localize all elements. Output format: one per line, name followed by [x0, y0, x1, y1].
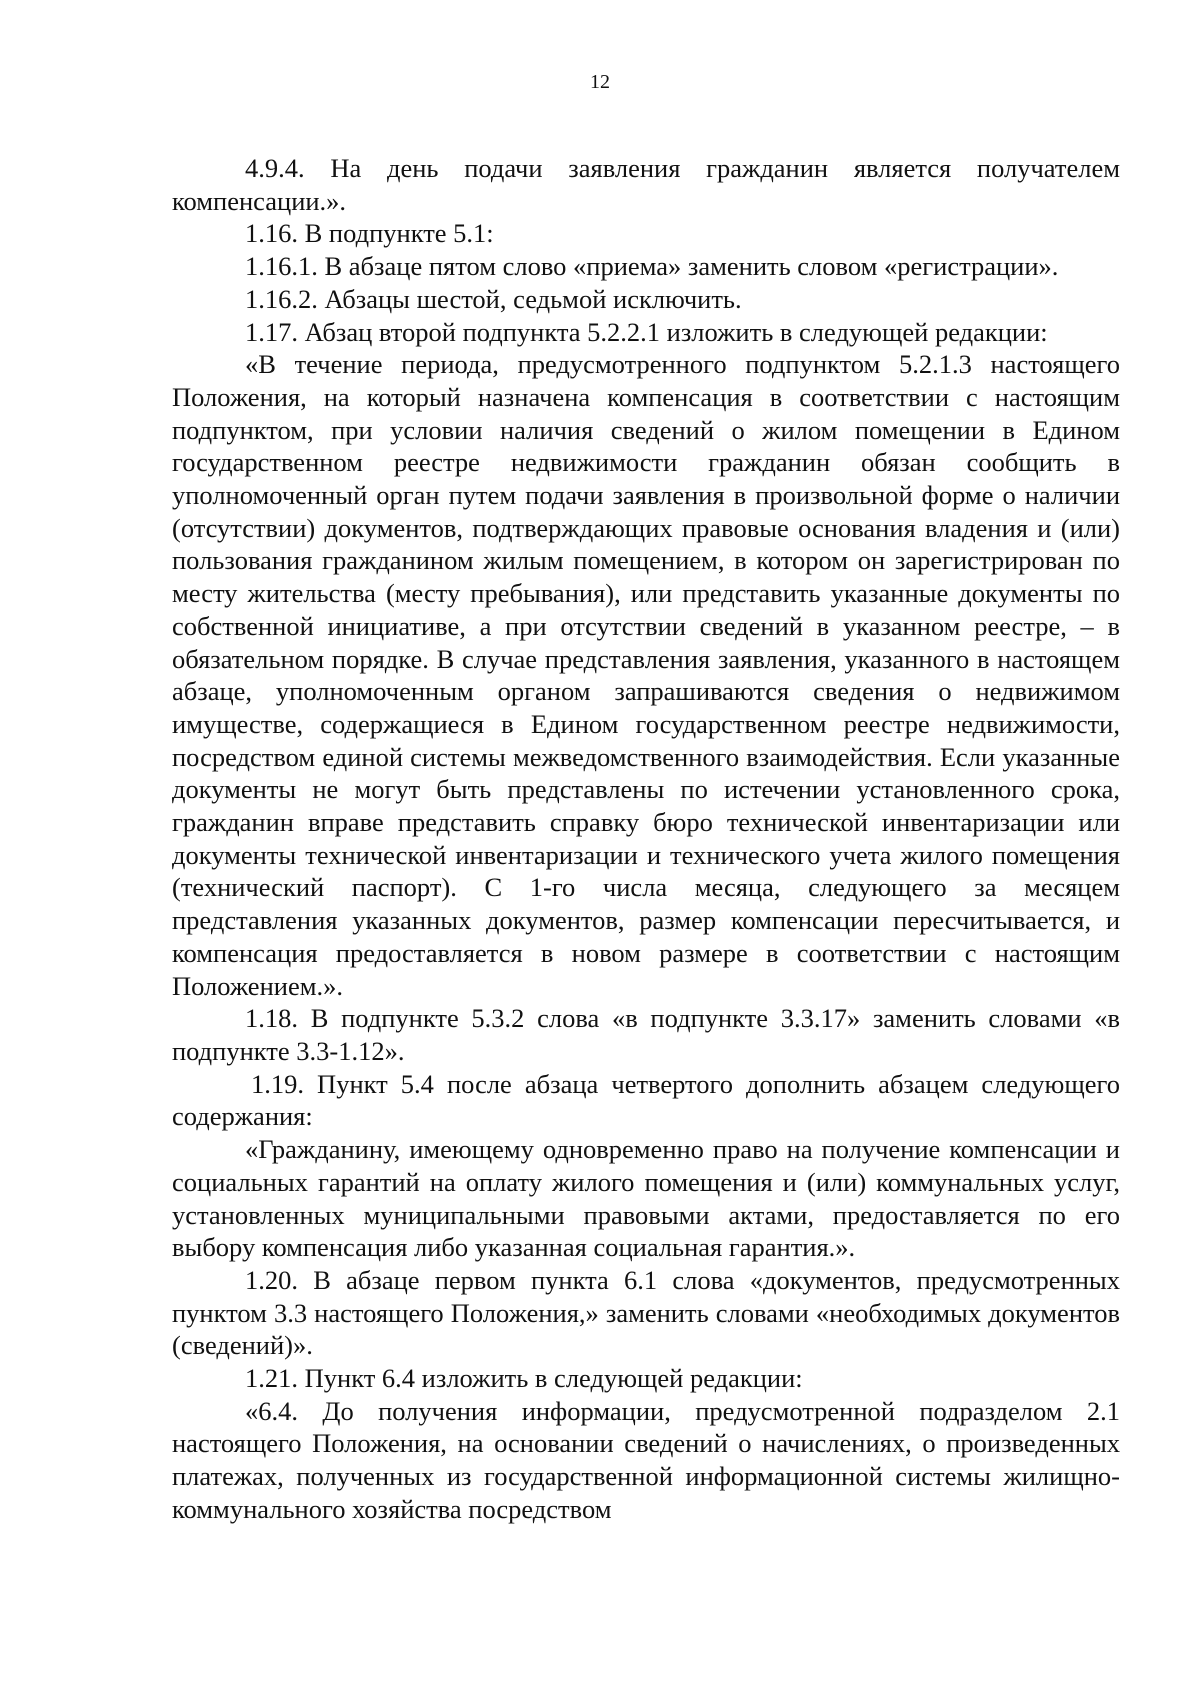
paragraph-1-19: 1.19. Пункт 5.4 после абзаца четвертого дополнить абзацем следующего содержания: — [172, 1068, 1120, 1132]
paragraph-1-19-quote: «Гражданину, имеющему одновременно право на получение компенсации и социальных гарантий на оплату жилого помещения и (или) коммунальных услуг, установленных муниципальными правовыми актами, предоставляется по его выбору компенсация либо указанная социальная гарантия.». — [172, 1134, 1120, 1263]
paragraph-4-9-4: 4.9.4. На день подачи заявления гражданин является получателем компенсации.». — [172, 153, 1120, 216]
paragraph-1-17: 1.17. Абзац второй подпункта 5.2.2.1 изложить в следующей редакции: — [245, 316, 1048, 347]
document-body — [172, 152, 1120, 1526]
paragraph-1-18: 1.18. В подпункте 5.3.2 слова «в подпункте 3.3.17» заменить словами «в подпункте 3.3-1.12». — [172, 1003, 1120, 1066]
paragraph-1-16-2: 1.16.2. Абзацы шестой, седьмой исключить. — [245, 283, 742, 314]
paragraph-1-17-quote: «В течение периода, предусмотренного подпунктом 5.2.1.3 настоящего Положения, на который назначена компенсация в соответствии с настоящим подпунктом, при условии наличия сведений о жилом помещении в Едином государственном реестре недвижимости гражданин обязан сообщить в уполномоченный орган путем подачи заявления в произвольной форме о наличии (отсутствии) документов, подтверждающих правовые основания владения и (или) пользования гражданином жилым помещением, в котором он зарегистрирован по месту жительства (месту пребывания), или представить указанные документы по собственной инициативе, а при отсутствии сведений в указанном реестре, – в обязательном порядке. В случае представления заявления, указанного в настоящем абзаце, уполномоченным органом запрашиваются сведения о недвижимом имуществе, содержащиеся в Едином государственном реестре недвижимости, посредством единой системы межведомственного взаимодействия. Если указанные документы не могут быть представлены по истечении установленного срока, гражданин вправе представить справку бюро технической инвентаризации или документы технической инвентаризации и технического учета жилого помещения (технический паспорт). С 1-го числа месяца, следующего за месяцем представления указанных документов, размер компенсации пересчитывается, и компенсация предоставляется в новом размере в соответствии с настоящим Положением.». — [172, 349, 1120, 1001]
paragraph-1-21: 1.21. Пункт 6.4 изложить в следующей редакции: — [245, 1363, 803, 1394]
paragraph-6-4-quote: «6.4. До получения информации, предусмотренной подразделом 2.1 настоящего Положения, на основании сведений о начислениях, о произведенных платежах, полученных из государственной информационной системы жилищно-коммунального хозяйства посредством — [172, 1395, 1120, 1524]
page-number: 12 — [590, 71, 610, 93]
paragraph-1-16: 1.16. В подпункте 5.1: — [245, 218, 494, 249]
paragraph-1-16-1: 1.16.1. В абзаце пятом слово «приема» заменить словом «регистрации». — [245, 251, 1059, 282]
paragraph-1-20: 1.20. В абзаце первом пункта 6.1 слова «документов, предусмотренных пунктом 3.3 настоящего Положения,» заменить словами «необходимых документов (сведений)». — [172, 1264, 1120, 1361]
